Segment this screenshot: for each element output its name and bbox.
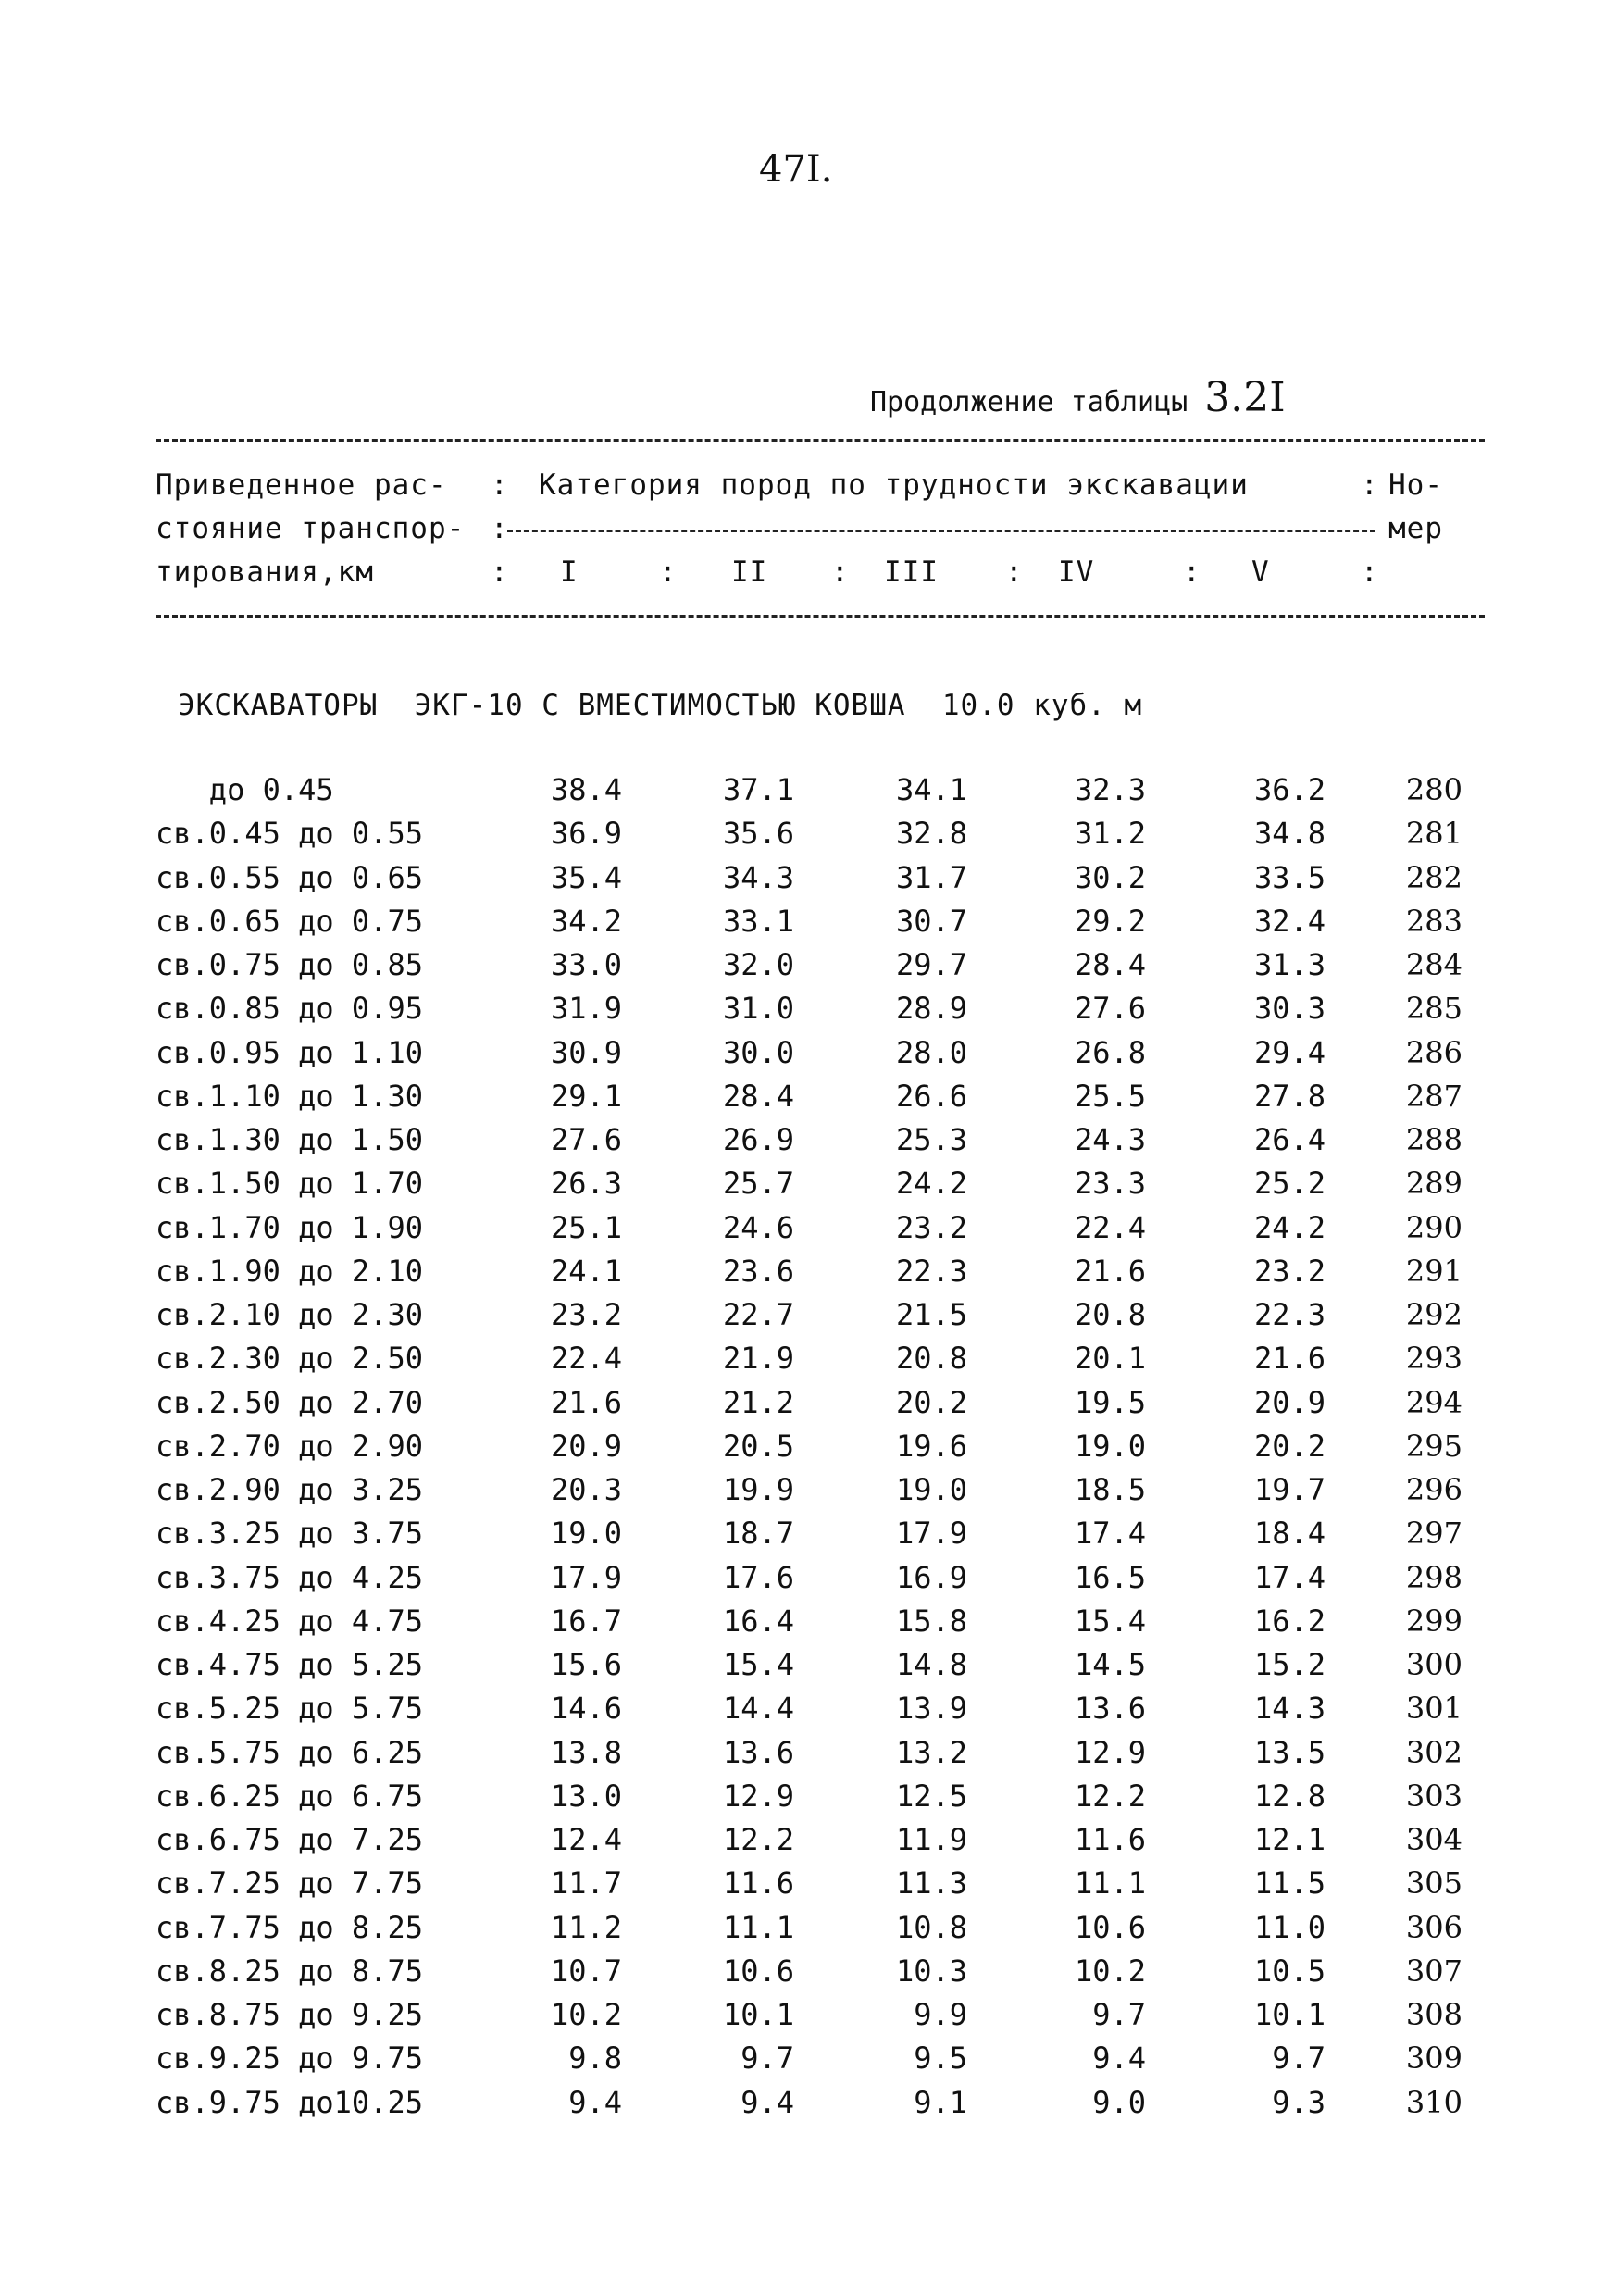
category-v-value: 34.8 (1253, 816, 1326, 852)
category-ii-value: 9.7 (741, 2040, 794, 2077)
page-number: 47I. (759, 148, 833, 191)
distance-range: св.0.75 до 0.85 (156, 947, 423, 982)
distance-range: св.1.10 до 1.30 (156, 1078, 423, 1114)
category-i-value: 30.9 (550, 1034, 622, 1070)
category-i-value: 20.3 (550, 1472, 622, 1507)
category-i-value: 36.9 (550, 816, 622, 852)
table-row (0, 991, 1618, 1034)
category-iv-value: 16.5 (1074, 1559, 1146, 1595)
row-number: 282 (1405, 859, 1462, 895)
category-v-value: 27.8 (1253, 1078, 1326, 1114)
category-iii-value: 11.3 (895, 1866, 967, 1902)
distance-range: св.1.50 до 1.70 (156, 1166, 423, 1202)
category-ii-value: 37.1 (722, 772, 794, 807)
row-number: 288 (1405, 1122, 1462, 1157)
category-iv-value: 10.2 (1074, 1953, 1146, 1989)
category-iv-value: 9.4 (1092, 2040, 1146, 2077)
table-row (0, 1866, 1618, 1909)
category-i-value: 34.2 (550, 903, 622, 939)
category-ii-value: 10.1 (722, 1997, 794, 2032)
distance-range: св.2.30 до 2.50 (156, 1341, 423, 1377)
category-iv-value: 11.6 (1074, 1822, 1146, 1857)
category-iv-value: 15.4 (1074, 1603, 1146, 1639)
category-i-value: 25.1 (550, 1209, 622, 1245)
category-i-value: 24.1 (550, 1253, 622, 1289)
category-ii-value: 35.6 (722, 816, 794, 852)
distance-range: св.9.25 до 9.75 (156, 2040, 423, 2077)
category-v-value: 22.3 (1253, 1297, 1326, 1332)
row-number: 285 (1405, 991, 1462, 1027)
category-v-value: 10.1 (1253, 1997, 1326, 2032)
category-iii-value: 9.5 (914, 2040, 967, 2077)
table-row (0, 1735, 1618, 1778)
category-i-value: 23.2 (550, 1297, 622, 1332)
category-iii-value: 24.2 (895, 1166, 967, 1202)
table-row (0, 1516, 1618, 1559)
category-iii-value: 12.5 (895, 1778, 967, 1814)
row-number: 309 (1405, 2040, 1462, 2077)
table-row (0, 1122, 1618, 1166)
category-iv-value: 25.5 (1074, 1078, 1146, 1114)
category-v-value: 32.4 (1253, 903, 1326, 939)
category-v-value: 29.4 (1253, 1034, 1326, 1070)
distance-range: св.8.25 до 8.75 (156, 1953, 423, 1989)
distance-range: св.2.50 до 2.70 (156, 1384, 423, 1420)
category-iii-value: 15.8 (895, 1603, 967, 1639)
category-i-value: 33.0 (550, 947, 622, 982)
category-v-value: 26.4 (1253, 1122, 1326, 1157)
category-i-value: 38.4 (550, 772, 622, 807)
table-row (0, 860, 1618, 904)
category-v-value: 31.3 (1253, 947, 1326, 982)
category-ii-value: 26.9 (722, 1122, 794, 1157)
category-iv-value: 19.0 (1074, 1428, 1146, 1464)
row-number: 292 (1405, 1297, 1462, 1332)
category-v-value: 14.3 (1253, 1691, 1326, 1727)
distance-range: св.0.85 до 0.95 (156, 991, 423, 1027)
category-i-value: 29.1 (550, 1078, 622, 1114)
table-number: 3.2I (1204, 374, 1286, 421)
distance-range: св.2.90 до 3.25 (156, 1472, 423, 1507)
category-i-value: 9.4 (568, 2084, 622, 2120)
header-category-rule (507, 530, 1375, 532)
category-v-value: 11.5 (1253, 1866, 1326, 1902)
category-i-value: 16.7 (550, 1603, 622, 1639)
row-number: 286 (1405, 1034, 1462, 1070)
header-separator: : (1361, 468, 1378, 502)
distance-range: св.2.10 до 2.30 (156, 1297, 423, 1332)
header-col1-line3: тирования,км (156, 555, 374, 589)
category-v-value: 17.4 (1253, 1559, 1326, 1595)
category-iv-value: 10.6 (1074, 1909, 1146, 1945)
category-I: I (560, 555, 579, 589)
category-iii-value: 20.8 (895, 1341, 967, 1377)
header-col1-line1: Приведенное рас- (156, 468, 447, 502)
distance-range: св.0.95 до 1.10 (156, 1034, 423, 1070)
distance-range: до 0.45 (156, 772, 334, 807)
category-iii-value: 16.9 (895, 1559, 967, 1595)
category-iii-value: 19.6 (895, 1428, 967, 1464)
category-iii-value: 20.2 (895, 1384, 967, 1420)
category-ii-value: 21.2 (722, 1384, 794, 1420)
category-iv-value: 24.3 (1074, 1122, 1146, 1157)
category-iii-value: 32.8 (895, 816, 967, 852)
section-title: ЭКСКАВАТОРЫ ЭКГ-10 С ВМЕСТИМОСТЬЮ КОВША 10.0 куб. м (178, 689, 1143, 722)
row-number: 304 (1405, 1822, 1462, 1857)
row-number: 281 (1405, 816, 1462, 852)
category-iii-value: 30.7 (895, 903, 967, 939)
category-iv-value: 21.6 (1074, 1253, 1146, 1289)
category-i-value: 31.9 (550, 991, 622, 1027)
category-ii-value: 28.4 (722, 1078, 794, 1114)
category-iii-value: 23.2 (895, 1209, 967, 1245)
row-number: 306 (1405, 1909, 1462, 1945)
category-iv-value: 9.7 (1092, 1997, 1146, 2032)
category-i-value: 19.0 (550, 1516, 622, 1552)
category-v-value: 12.8 (1253, 1778, 1326, 1814)
category-i-value: 14.6 (550, 1691, 622, 1727)
row-number: 299 (1405, 1603, 1462, 1639)
distance-range: св.0.45 до 0.55 (156, 816, 423, 852)
category-ii-value: 18.7 (722, 1516, 794, 1552)
row-number: 290 (1405, 1209, 1462, 1245)
category-i-value: 13.0 (550, 1778, 622, 1814)
category-iii-value: 14.8 (895, 1647, 967, 1682)
category-iii-value: 19.0 (895, 1472, 967, 1507)
category-iii-value: 10.8 (895, 1909, 967, 1945)
category-ii-value: 21.9 (722, 1341, 794, 1377)
category-II: II (731, 555, 768, 589)
distance-range: св.7.25 до 7.75 (156, 1866, 423, 1902)
category-iii-value: 11.9 (895, 1822, 967, 1857)
category-iii-value: 29.7 (895, 947, 967, 982)
category-iii-value: 9.9 (914, 1997, 967, 2032)
header-col1-line2: стояние транспор- (156, 512, 466, 545)
distance-range: св.9.75 до10.25 (156, 2084, 423, 2120)
continuation-text: Продолжение таблицы (870, 386, 1189, 418)
category-iv-value: 20.8 (1074, 1297, 1146, 1332)
category-v-value: 24.2 (1253, 1209, 1326, 1245)
category-v-value: 20.2 (1253, 1428, 1326, 1464)
category-v-value: 21.6 (1253, 1341, 1326, 1377)
row-number: 301 (1405, 1691, 1462, 1727)
distance-range: св.0.65 до 0.75 (156, 903, 423, 939)
distance-range: св.6.25 до 6.75 (156, 1778, 423, 1814)
category-v-value: 12.1 (1253, 1822, 1326, 1857)
row-number: 294 (1405, 1384, 1462, 1420)
distance-range: св.2.70 до 2.90 (156, 1428, 423, 1464)
category-i-value: 10.7 (550, 1953, 622, 1989)
header-separator: : (491, 512, 508, 545)
distance-range: св.1.90 до 2.10 (156, 1253, 423, 1289)
category-v-value: 15.2 (1253, 1647, 1326, 1682)
category-i-value: 9.8 (568, 2040, 622, 2077)
row-number: 280 (1405, 772, 1462, 807)
category-ii-value: 33.1 (722, 903, 794, 939)
category-i-value: 20.9 (550, 1428, 622, 1464)
category-iii-value: 34.1 (895, 772, 967, 807)
table-row (0, 1166, 1618, 1209)
category-v-value: 9.7 (1272, 2040, 1326, 2077)
distance-range: св.3.25 до 3.75 (156, 1516, 423, 1552)
row-number: 296 (1405, 1472, 1462, 1507)
header-num-line1: Но- (1388, 468, 1443, 502)
category-i-value: 22.4 (550, 1341, 622, 1377)
category-i-value: 15.6 (550, 1647, 622, 1682)
category-iv-value: 18.5 (1074, 1472, 1146, 1507)
row-number: 291 (1405, 1253, 1462, 1289)
distance-range: св.7.75 до 8.25 (156, 1909, 423, 1945)
row-number: 295 (1405, 1428, 1462, 1464)
table-row (0, 772, 1618, 816)
table-row (0, 1910, 1618, 1953)
category-v-value: 18.4 (1253, 1516, 1326, 1552)
row-number: 293 (1405, 1341, 1462, 1377)
category-ii-value: 31.0 (722, 991, 794, 1027)
category-i-value: 21.6 (550, 1384, 622, 1420)
category-ii-value: 24.6 (722, 1209, 794, 1245)
category-ii-value: 11.6 (722, 1866, 794, 1902)
category-iv-value: 13.6 (1074, 1691, 1146, 1727)
category-i-value: 26.3 (550, 1166, 622, 1202)
category-ii-value: 16.4 (722, 1603, 794, 1639)
table-row (0, 1297, 1618, 1341)
category-ii-value: 13.6 (722, 1734, 794, 1770)
category-i-value: 10.2 (550, 1997, 622, 2032)
category-iv-value: 31.2 (1074, 816, 1146, 852)
category-ii-value: 17.6 (722, 1559, 794, 1595)
table-row (0, 1778, 1618, 1822)
table-row (0, 2085, 1618, 2128)
category-iv-value: 22.4 (1074, 1209, 1146, 1245)
top-rule (156, 439, 1485, 442)
distance-range: св.3.75 до 4.25 (156, 1559, 423, 1595)
header-separator: : (1005, 555, 1023, 589)
category-ii-value: 14.4 (722, 1691, 794, 1727)
category-i-value: 35.4 (550, 859, 622, 895)
table-row (0, 1210, 1618, 1254)
category-iv-value: 32.3 (1074, 772, 1146, 807)
category-i-value: 27.6 (550, 1122, 622, 1157)
header-bottom-rule (156, 615, 1485, 618)
header-separator: : (1361, 555, 1378, 589)
category-ii-value: 34.3 (722, 859, 794, 895)
category-iv-value: 26.8 (1074, 1034, 1146, 1070)
category-III: III (884, 555, 939, 589)
category-v-value: 13.5 (1253, 1734, 1326, 1770)
distance-range: св.4.75 до 5.25 (156, 1647, 423, 1682)
distance-range: св.5.25 до 5.75 (156, 1691, 423, 1727)
category-ii-value: 20.5 (722, 1428, 794, 1464)
distance-range: св.0.55 до 0.65 (156, 859, 423, 895)
distance-range: св.8.75 до 9.25 (156, 1997, 423, 2032)
category-iv-value: 30.2 (1074, 859, 1146, 895)
table-row (0, 947, 1618, 991)
row-number: 284 (1405, 947, 1462, 982)
category-ii-value: 12.2 (722, 1822, 794, 1857)
category-i-value: 13.8 (550, 1734, 622, 1770)
category-iii-value: 13.2 (895, 1734, 967, 1770)
row-number: 289 (1405, 1166, 1462, 1202)
category-v-value: 25.2 (1253, 1166, 1326, 1202)
category-iv-value: 9.0 (1092, 2084, 1146, 2120)
table-row (0, 1953, 1618, 1997)
category-ii-value: 9.4 (741, 2084, 794, 2120)
header-separator: : (491, 468, 508, 502)
category-ii-value: 10.6 (722, 1953, 794, 1989)
category-iv-value: 17.4 (1074, 1516, 1146, 1552)
category-iv-value: 11.1 (1074, 1866, 1146, 1902)
category-ii-value: 22.7 (722, 1297, 794, 1332)
row-number: 307 (1405, 1953, 1462, 1989)
table-row (0, 1341, 1618, 1384)
category-iii-value: 22.3 (895, 1253, 967, 1289)
category-iv-value: 12.9 (1074, 1734, 1146, 1770)
category-v-value: 9.3 (1272, 2084, 1326, 2120)
category-ii-value: 15.4 (722, 1647, 794, 1682)
category-v-value: 23.2 (1253, 1253, 1326, 1289)
category-iv-value: 14.5 (1074, 1647, 1146, 1682)
table-row (0, 1603, 1618, 1647)
category-iii-value: 17.9 (895, 1516, 967, 1552)
distance-range: св.5.75 до 6.25 (156, 1734, 423, 1770)
category-ii-value: 12.9 (722, 1778, 794, 1814)
category-ii-value: 30.0 (722, 1034, 794, 1070)
category-i-value: 12.4 (550, 1822, 622, 1857)
category-iv-value: 19.5 (1074, 1384, 1146, 1420)
row-number: 302 (1405, 1734, 1462, 1770)
row-number: 297 (1405, 1516, 1462, 1552)
category-i-value: 11.7 (550, 1866, 622, 1902)
table-row (0, 1385, 1618, 1429)
table-row (0, 1254, 1618, 1297)
category-iii-value: 21.5 (895, 1297, 967, 1332)
table-row (0, 1997, 1618, 2040)
table-row (0, 1647, 1618, 1691)
category-iv-value: 29.2 (1074, 903, 1146, 939)
distance-range: св.4.25 до 4.75 (156, 1603, 423, 1639)
category-v-value: 11.0 (1253, 1909, 1326, 1945)
row-number: 287 (1405, 1078, 1462, 1114)
category-ii-value: 32.0 (722, 947, 794, 982)
header-num-line2: мер (1388, 512, 1443, 545)
table-row (0, 1691, 1618, 1734)
table-row (0, 2040, 1618, 2084)
header-category-title: Категория пород по трудности экскавации (539, 468, 1249, 502)
category-i-value: 17.9 (550, 1559, 622, 1595)
header-separator: : (659, 555, 677, 589)
category-iv-value: 23.3 (1074, 1166, 1146, 1202)
row-number: 303 (1405, 1778, 1462, 1814)
row-number: 308 (1405, 1997, 1462, 2032)
category-IV: IV (1058, 555, 1095, 589)
distance-range: св.1.30 до 1.50 (156, 1122, 423, 1157)
category-i-value: 11.2 (550, 1909, 622, 1945)
table-row (0, 1560, 1618, 1603)
row-number: 298 (1405, 1559, 1462, 1595)
category-V: V (1251, 555, 1270, 589)
category-v-value: 36.2 (1253, 772, 1326, 807)
category-iii-value: 13.9 (895, 1691, 967, 1727)
category-iv-value: 28.4 (1074, 947, 1146, 982)
category-iv-value: 20.1 (1074, 1341, 1146, 1377)
table-row (0, 1079, 1618, 1122)
category-v-value: 19.7 (1253, 1472, 1326, 1507)
header-separator: : (831, 555, 849, 589)
category-v-value: 33.5 (1253, 859, 1326, 895)
category-iii-value: 26.6 (895, 1078, 967, 1114)
category-iii-value: 28.9 (895, 991, 967, 1027)
category-iii-value: 31.7 (895, 859, 967, 895)
table-row (0, 904, 1618, 947)
category-iv-value: 27.6 (1074, 991, 1146, 1027)
category-v-value: 10.5 (1253, 1953, 1326, 1989)
category-ii-value: 23.6 (722, 1253, 794, 1289)
category-v-value: 30.3 (1253, 991, 1326, 1027)
category-ii-value: 25.7 (722, 1166, 794, 1202)
category-iv-value: 12.2 (1074, 1778, 1146, 1814)
row-number: 310 (1405, 2084, 1462, 2120)
category-ii-value: 19.9 (722, 1472, 794, 1507)
row-number: 305 (1405, 1866, 1462, 1902)
table-row (0, 1035, 1618, 1079)
table-continuation-label (870, 374, 1286, 421)
header-separator: : (491, 555, 508, 589)
distance-range: св.6.75 до 7.25 (156, 1822, 423, 1857)
table-row (0, 1822, 1618, 1866)
table-row (0, 1429, 1618, 1472)
row-number: 283 (1405, 903, 1462, 939)
category-iii-value: 9.1 (914, 2084, 967, 2120)
category-iii-value: 28.0 (895, 1034, 967, 1070)
header-separator: : (1183, 555, 1201, 589)
category-iii-value: 25.3 (895, 1122, 967, 1157)
category-v-value: 16.2 (1253, 1603, 1326, 1639)
table-row (0, 816, 1618, 859)
category-v-value: 20.9 (1253, 1384, 1326, 1420)
distance-range: св.1.70 до 1.90 (156, 1209, 423, 1245)
category-ii-value: 11.1 (722, 1909, 794, 1945)
category-iii-value: 10.3 (895, 1953, 967, 1989)
row-number: 300 (1405, 1647, 1462, 1682)
table-row (0, 1472, 1618, 1516)
